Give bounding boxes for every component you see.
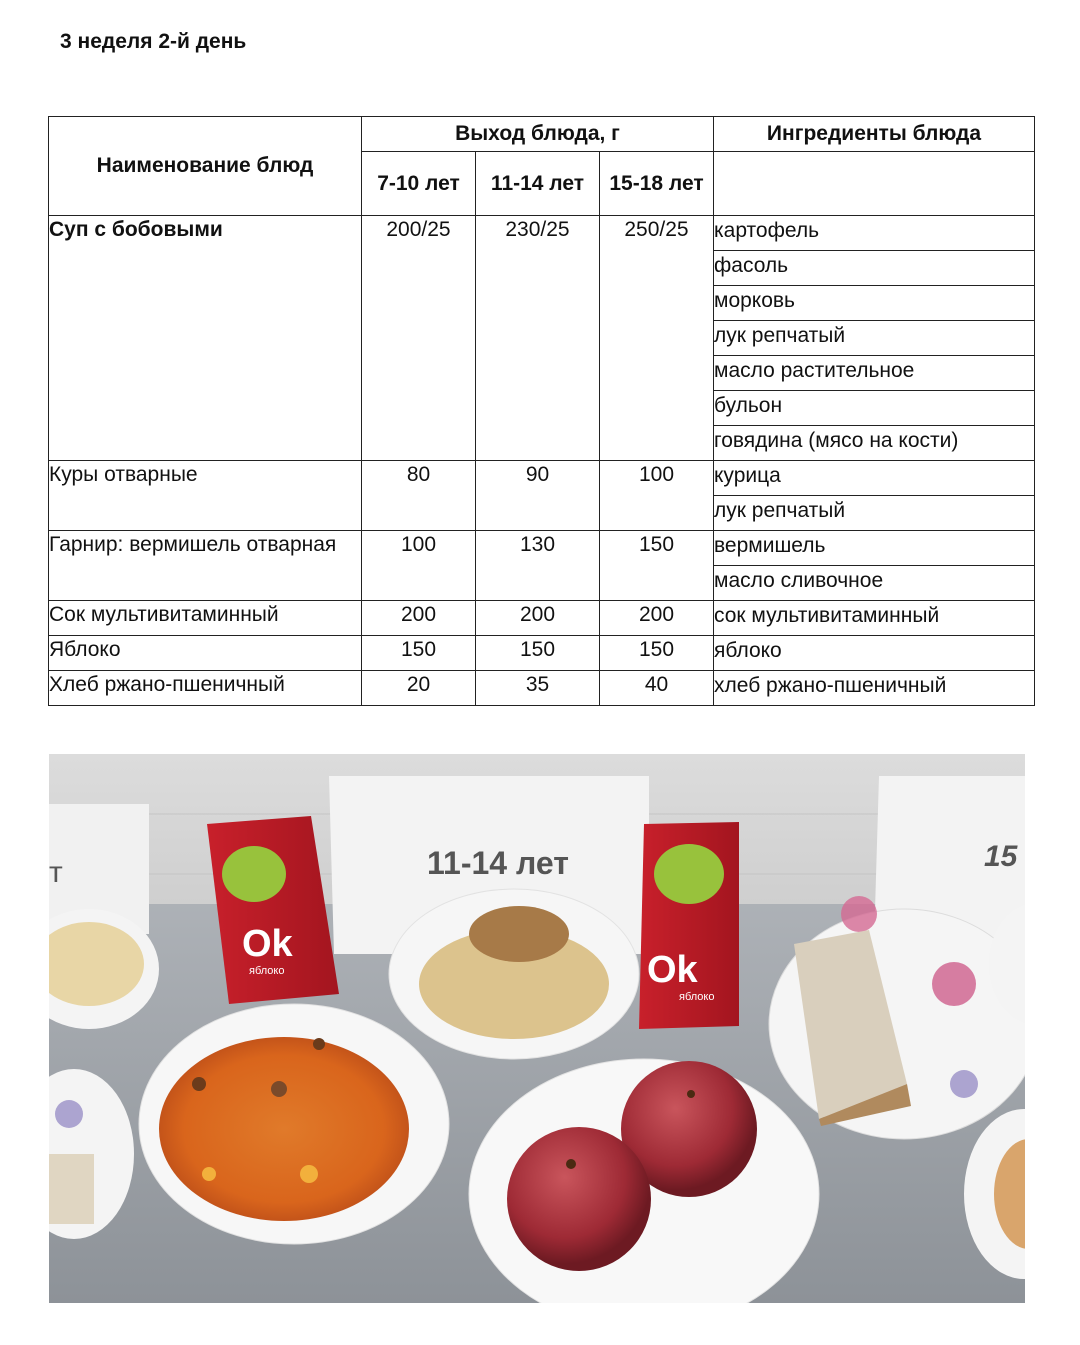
ingredient-cell: курица — [714, 461, 1035, 496]
table-row — [49, 671, 1035, 706]
yield-cell: 150 — [362, 636, 476, 671]
ingredient-cell: морковь — [714, 286, 1035, 321]
yield-cell: 200 — [600, 601, 714, 636]
yield-cell: 40 — [600, 671, 714, 706]
ingredient-cell: говядина (мясо на кости) — [714, 426, 1035, 461]
header-age-15-18: 15-18 лет — [600, 152, 714, 216]
juice-brand-1: Ok — [242, 923, 293, 965]
yield-cell: 130 — [476, 531, 600, 601]
page-title: 3 неделя 2-й день — [60, 30, 247, 53]
yield-cell: 200 — [476, 601, 600, 636]
dish-name-cell: Сок мультивитаминный — [49, 601, 362, 636]
header-age-7-10: 7-10 лет — [362, 152, 476, 216]
sign-right-text: 15 — [984, 840, 1018, 873]
yield-cell: 80 — [362, 461, 476, 531]
table-row — [49, 636, 1035, 671]
yield-cell: 150 — [600, 531, 714, 601]
dish-name-cell: Суп с бобовыми — [49, 216, 362, 461]
ingredient-cell: картофель — [714, 216, 1035, 251]
yield-cell: 200/25 — [362, 216, 476, 461]
ingredient-cell: сок мультивитаминный — [714, 601, 1035, 636]
dish-name-cell: Яблоко — [49, 636, 362, 671]
sign-center-text: 11-14 лет — [427, 845, 569, 881]
ingredient-cell: бульон — [714, 391, 1035, 426]
ingredient-cell: лук репчатый — [714, 496, 1035, 531]
dish-name-cell: Хлеб ржано-пшеничный — [49, 671, 362, 706]
ingredient-cell: масло растительное — [714, 356, 1035, 391]
table-row — [49, 601, 1035, 636]
yield-cell: 230/25 — [476, 216, 600, 461]
header-ingredients: Ингредиенты блюда — [714, 117, 1035, 152]
yield-cell: 100 — [362, 531, 476, 601]
juice-flavor-2: яблоко — [679, 991, 715, 1003]
ingredient-cell: хлеб ржано-пшеничный — [714, 671, 1035, 706]
yield-cell: 90 — [476, 461, 600, 531]
yield-cell: 20 — [362, 671, 476, 706]
yield-cell: 100 — [600, 461, 714, 531]
juice-flavor-1: яблоко — [249, 965, 285, 977]
header-ingredients-empty — [714, 152, 1035, 216]
ingredient-cell: яблоко — [714, 636, 1035, 671]
yield-cell: 150 — [476, 636, 600, 671]
sign-left-text: т — [49, 856, 63, 889]
header-dish-name: Наименование блюд — [49, 117, 362, 216]
ingredient-cell: лук репчатый — [714, 321, 1035, 356]
dish-name-cell: Гарнир: вермишель отварная — [49, 531, 362, 601]
meal-photo-illustration — [49, 754, 1025, 1303]
header-age-11-14: 11-14 лет — [476, 152, 600, 216]
ingredient-cell: масло сливочное — [714, 566, 1035, 601]
yield-cell: 200 — [362, 601, 476, 636]
juice-brand-2: Ok — [647, 949, 698, 991]
table-row — [49, 461, 1035, 496]
yield-cell: 150 — [600, 636, 714, 671]
dish-name-cell: Куры отварные — [49, 461, 362, 531]
table-row — [49, 531, 1035, 566]
ingredient-cell: вермишель — [714, 531, 1035, 566]
header-yield: Выход блюда, г — [362, 117, 714, 152]
yield-cell: 250/25 — [600, 216, 714, 461]
yield-cell: 35 — [476, 671, 600, 706]
table-row — [49, 216, 1035, 251]
meal-photo — [49, 754, 1025, 1303]
menu-table — [48, 116, 1035, 706]
ingredient-cell: фасоль — [714, 251, 1035, 286]
